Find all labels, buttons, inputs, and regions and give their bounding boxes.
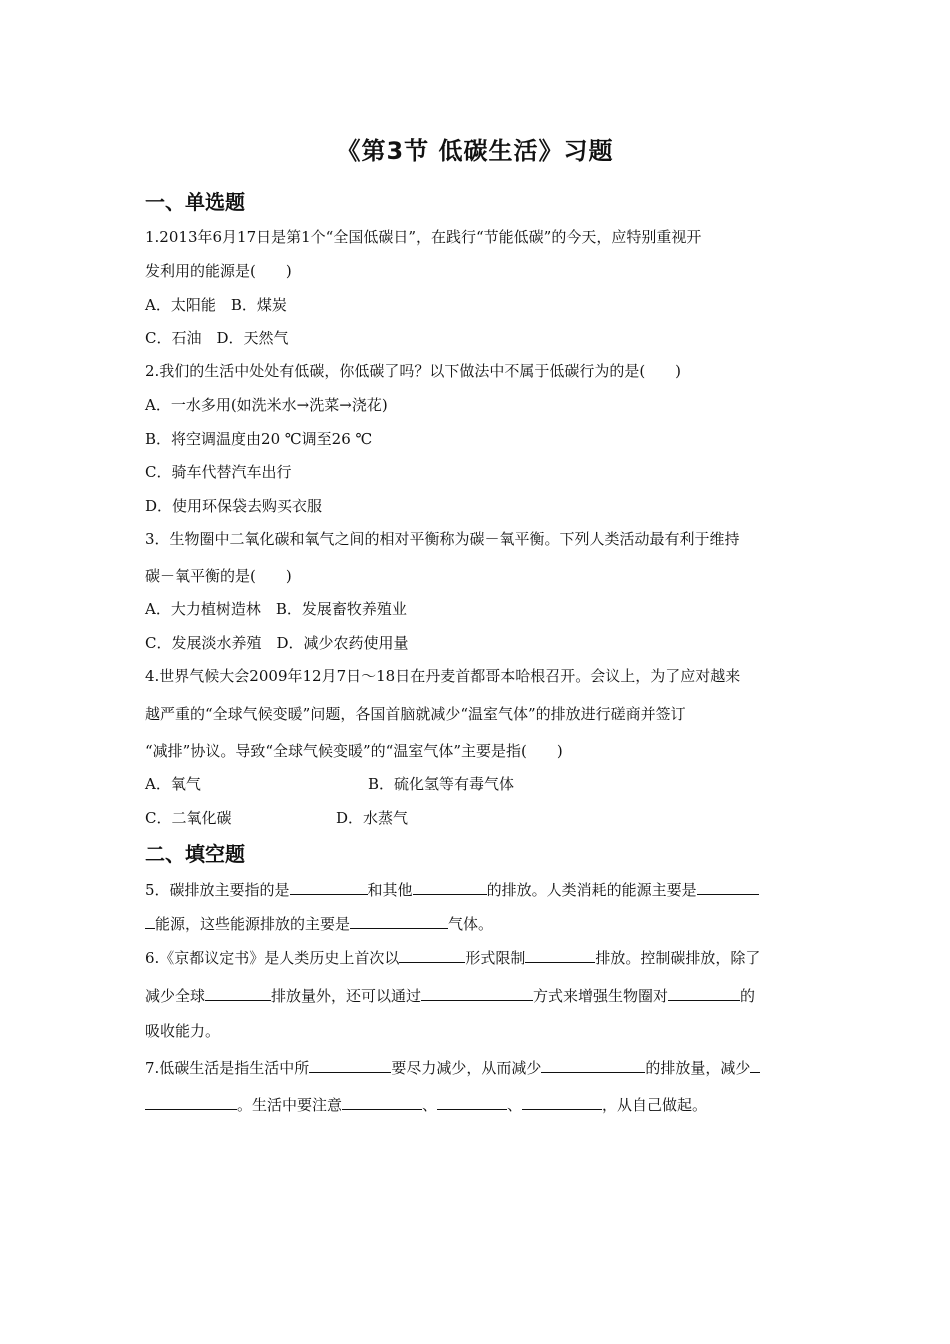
blank-field[interactable] <box>525 947 595 963</box>
blank-field[interactable] <box>437 1094 507 1110</box>
q4-line3: “减排”协议。导致“全球气候变暖”的“温室气体”主要是指( ) <box>145 742 563 760</box>
q3-options-ab: A．大力植树造林 B．发展畜牧养殖业 <box>145 600 407 618</box>
q3-line1: 3．生物圈中二氧化碳和氧气之间的相对平衡称为碳－氧平衡。下列人类活动最有利于维持 <box>145 530 740 548</box>
blank-field[interactable] <box>399 947 465 963</box>
q2-option-b: B．将空调温度由20 ℃调至26 ℃ <box>145 430 373 448</box>
q6-text-f: 方式来增强生物圈对 <box>533 987 669 1005</box>
q6-text-a: 6.《京都议定书》是人类历史上首次以 <box>145 949 400 967</box>
q6-text-d: 减少全球 <box>145 987 206 1005</box>
q5-text-d: 能源，这些能源排放的主要是 <box>155 915 351 933</box>
q3-options-cd: C．发展淡水养殖 D．减少农药使用量 <box>145 634 409 652</box>
section-heading-fill-blank: 二、填空题 <box>145 842 245 866</box>
q3-line2: 碳－氧平衡的是( ) <box>145 567 292 585</box>
blank-field[interactable] <box>342 1094 422 1110</box>
q5-text-b: 和其他 <box>367 881 413 899</box>
q4-option-a: A．氧气 <box>145 775 201 793</box>
blank-field[interactable] <box>750 1057 760 1073</box>
blank-field[interactable] <box>205 985 271 1001</box>
q6-line2 <box>145 985 755 1006</box>
q4-option-d: D．水蒸气 <box>336 809 409 827</box>
q2-option-c: C．骑车代替汽车出行 <box>145 463 292 481</box>
blank-field[interactable] <box>290 879 368 895</box>
blank-field[interactable] <box>145 1094 237 1110</box>
q4-line1: 4.世界气候大会2009年12月7日～18日在丹麦首都哥本哈根召开。会议上，为了应对越来 <box>145 667 741 685</box>
q7-text-d: 。生活中要注意 <box>237 1096 343 1114</box>
blank-field[interactable] <box>145 913 155 929</box>
q7-text-f: 、 <box>507 1096 523 1114</box>
blank-field[interactable] <box>421 985 533 1001</box>
q1-options-ab: A．太阳能 B．煤炭 <box>145 296 287 314</box>
page-title: 《第3节 低碳生活》习题 <box>336 137 614 165</box>
q6-line3: 吸收能力。 <box>145 1022 221 1040</box>
q5-line1 <box>145 879 759 900</box>
q5-text-e: 气体。 <box>448 915 494 933</box>
q6-text-b: 形式限制 <box>465 949 526 967</box>
q1-line2: 发利用的能源是( ) <box>145 262 292 280</box>
blank-field[interactable] <box>413 879 487 895</box>
q1-line1: 1.2013年6月17日是第1个“全国低碳日”，在践行“节能低碳”的今天，应特别重视开 <box>145 228 702 246</box>
blank-field[interactable] <box>350 913 448 929</box>
blank-field[interactable] <box>668 985 740 1001</box>
q7-line1 <box>145 1057 760 1078</box>
section-heading-single-choice: 一、单选题 <box>145 190 245 214</box>
q7-text-b: 要尽力减少，从而减少 <box>391 1059 542 1077</box>
blank-field[interactable] <box>541 1057 645 1073</box>
q6-text-c: 排放。控制碳排放，除了 <box>595 949 761 967</box>
q4-line2: 越严重的“全球气候变暖”问题，各国首脑就减少“温室气体”的排放进行磋商并签订 <box>145 705 686 723</box>
q6-text-g: 的 <box>740 987 756 1005</box>
q6-line1 <box>145 947 760 968</box>
q4-option-b: B．硫化氢等有毒气体 <box>368 775 515 793</box>
q4-option-c: C．二氧化碳 <box>145 809 232 827</box>
q2-line1: 2.我们的生活中处处有低碳，你低碳了吗？以下做法中不属于低碳行为的是( ) <box>145 362 682 380</box>
q7-text-g: ，从自己做起。 <box>602 1096 708 1114</box>
q5-line2 <box>145 913 493 934</box>
q2-option-d: D．使用环保袋去购买衣服 <box>145 497 323 515</box>
q7-text-a: 7.低碳生活是指生活中所 <box>145 1059 310 1077</box>
q2-option-a: A．一水多用(如洗米水→洗菜→浇花) <box>145 396 388 414</box>
blank-field[interactable] <box>309 1057 391 1073</box>
q5-text-c: 的排放。人类消耗的能源主要是 <box>486 881 697 899</box>
q7-text-c: 的排放量，减少 <box>645 1059 751 1077</box>
q5-text-a: 5．碳排放主要指的是 <box>145 881 290 899</box>
blank-field[interactable] <box>697 879 759 895</box>
q7-text-e: 、 <box>422 1096 438 1114</box>
q1-options-cd: C．石油 D．天然气 <box>145 329 289 347</box>
q6-text-e: 排放量外，还可以通过 <box>271 987 422 1005</box>
q7-line2 <box>145 1094 707 1115</box>
blank-field[interactable] <box>522 1094 602 1110</box>
